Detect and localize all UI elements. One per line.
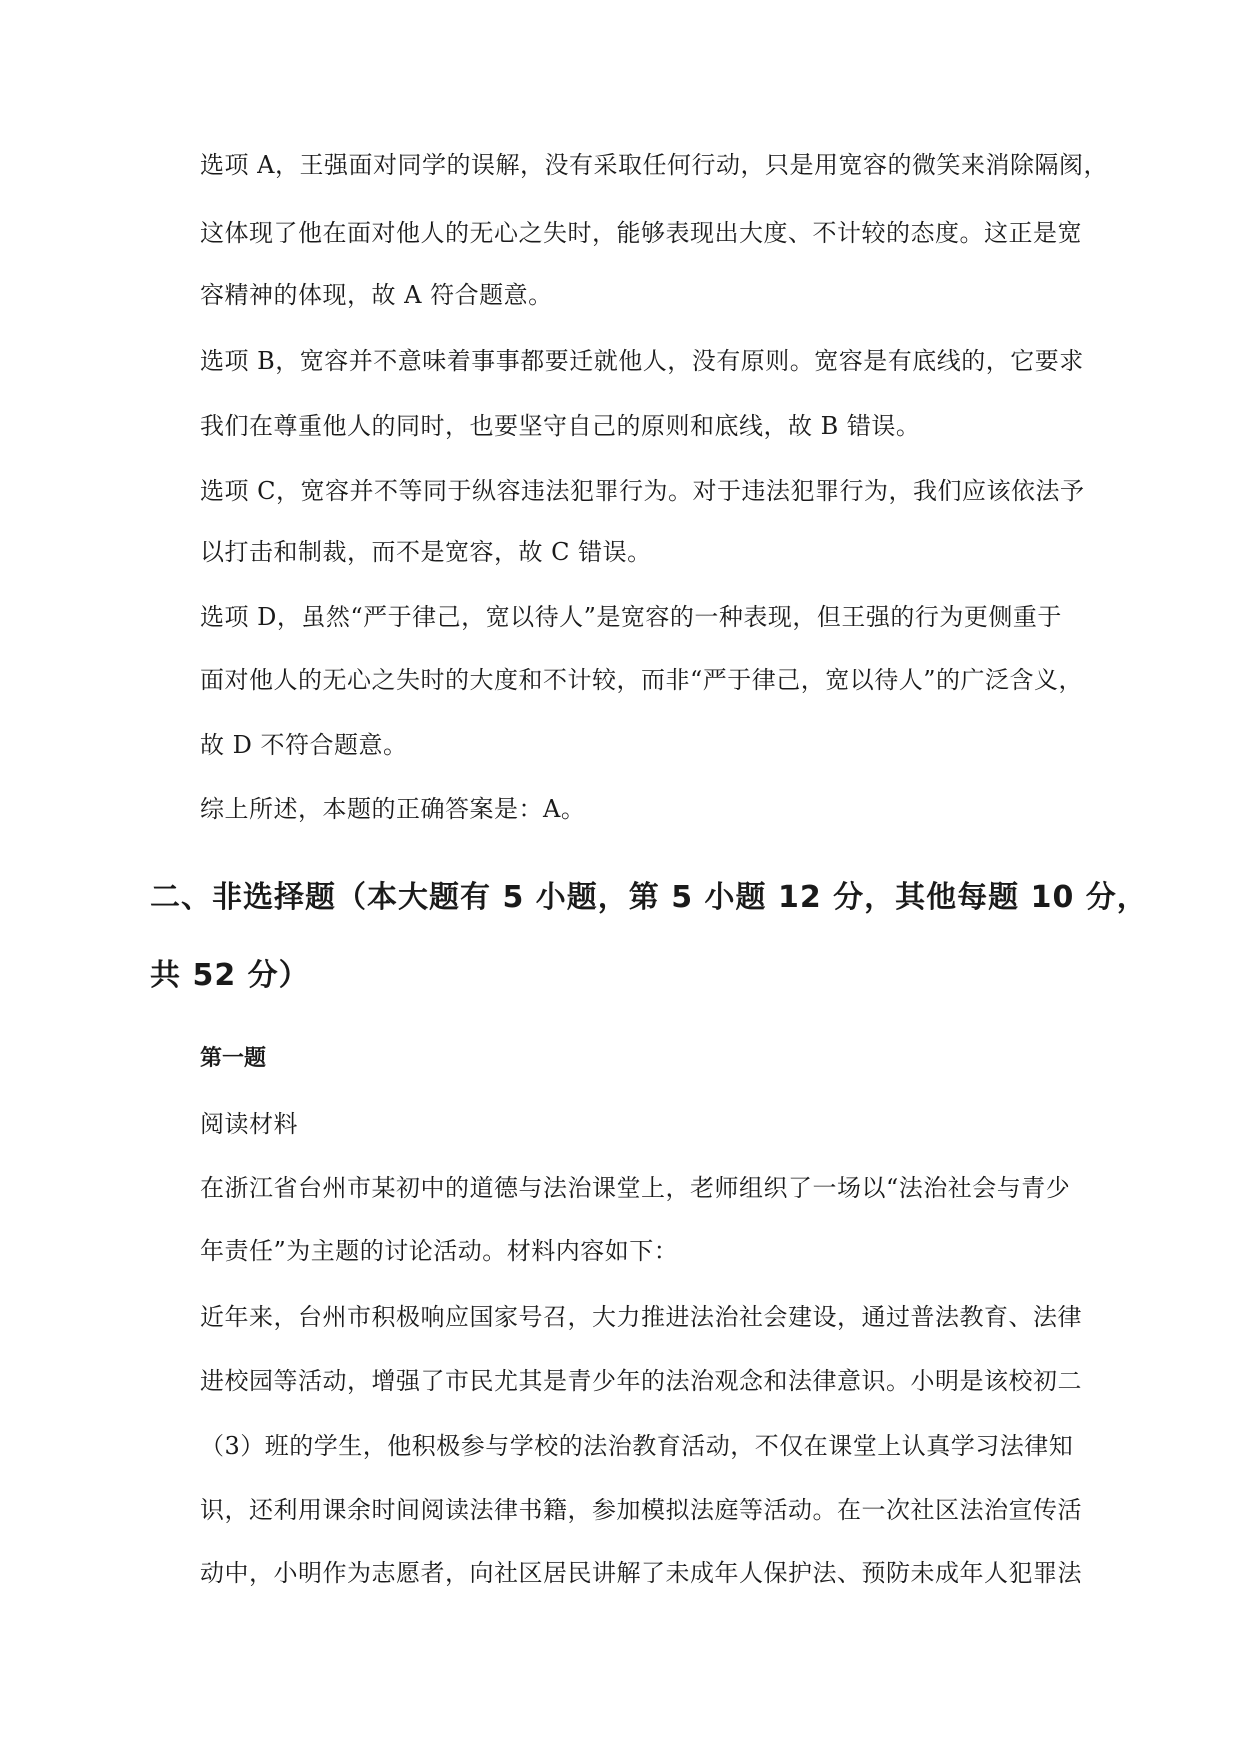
analysis-line: 面对他人的无心之失时的大度和不计较，而非“严于律己，宽以待人”的广泛含义， xyxy=(200,666,1084,694)
material-line: 动中，小明作为志愿者，向社区居民讲解了未成年人保护法、预防未成年人犯罪法 xyxy=(200,1559,1082,1587)
analysis-line: 故 D 不符合题意。 xyxy=(200,731,408,759)
section-heading-continued: 共 52 分） xyxy=(150,958,310,993)
section-heading: 二、非选择题（本大题有 5 小题，第 5 小题 12 分，其他每题 10 分， xyxy=(150,880,1148,915)
analysis-line: 选项 D，虽然“严于律己，宽以待人”是宽容的一种表现，但王强的行为更侧重于 xyxy=(200,603,1062,631)
material-line: 识，还利用课余时间阅读法律书籍，参加模拟法庭等活动。在一次社区法治宣传活 xyxy=(200,1496,1082,1524)
material-line: 进校园等活动，增强了市民尤其是青少年的法治观念和法律意识。小明是该校初二 xyxy=(200,1367,1082,1395)
analysis-line: 选项 C，宽容并不等同于纵容违法犯罪行为。对于违法犯罪行为，我们应该依法予 xyxy=(200,477,1085,505)
question-prompt: 阅读材料 xyxy=(200,1110,298,1138)
material-line: 年责任”为主题的讨论活动。材料内容如下： xyxy=(200,1237,679,1265)
analysis-line: 以打击和制裁，而不是宽容，故 C 错误。 xyxy=(200,538,652,566)
analysis-line: 这体现了他在面对他人的无心之失时，能够表现出大度、不计较的态度。这正是宽 xyxy=(200,219,1082,247)
material-line: 在浙江省台州市某初中的道德与法治课堂上，老师组织了一场以“法治社会与青少 xyxy=(200,1174,1071,1202)
analysis-line: 选项 A，王强面对同学的误解，没有采取任何行动，只是用宽容的微笑来消除隔阂， xyxy=(200,151,1108,179)
analysis-line: 容精神的体现，故 A 符合题意。 xyxy=(200,281,553,309)
material-line: （3）班的学生，他积极参与学校的法治教育活动，不仅在课堂上认真学习法律知 xyxy=(200,1432,1074,1460)
material-line: 近年来，台州市积极响应国家号召，大力推进法治社会建设，通过普法教育、法律 xyxy=(200,1303,1082,1331)
analysis-conclusion: 综上所述，本题的正确答案是：A。 xyxy=(200,795,586,823)
question-title: 第一题 xyxy=(200,1046,267,1071)
analysis-line: 我们在尊重他人的同时，也要坚守自己的原则和底线，故 B 错误。 xyxy=(200,412,921,440)
analysis-line: 选项 B，宽容并不意味着事事都要迁就他人，没有原则。宽容是有底线的，它要求 xyxy=(200,347,1084,375)
